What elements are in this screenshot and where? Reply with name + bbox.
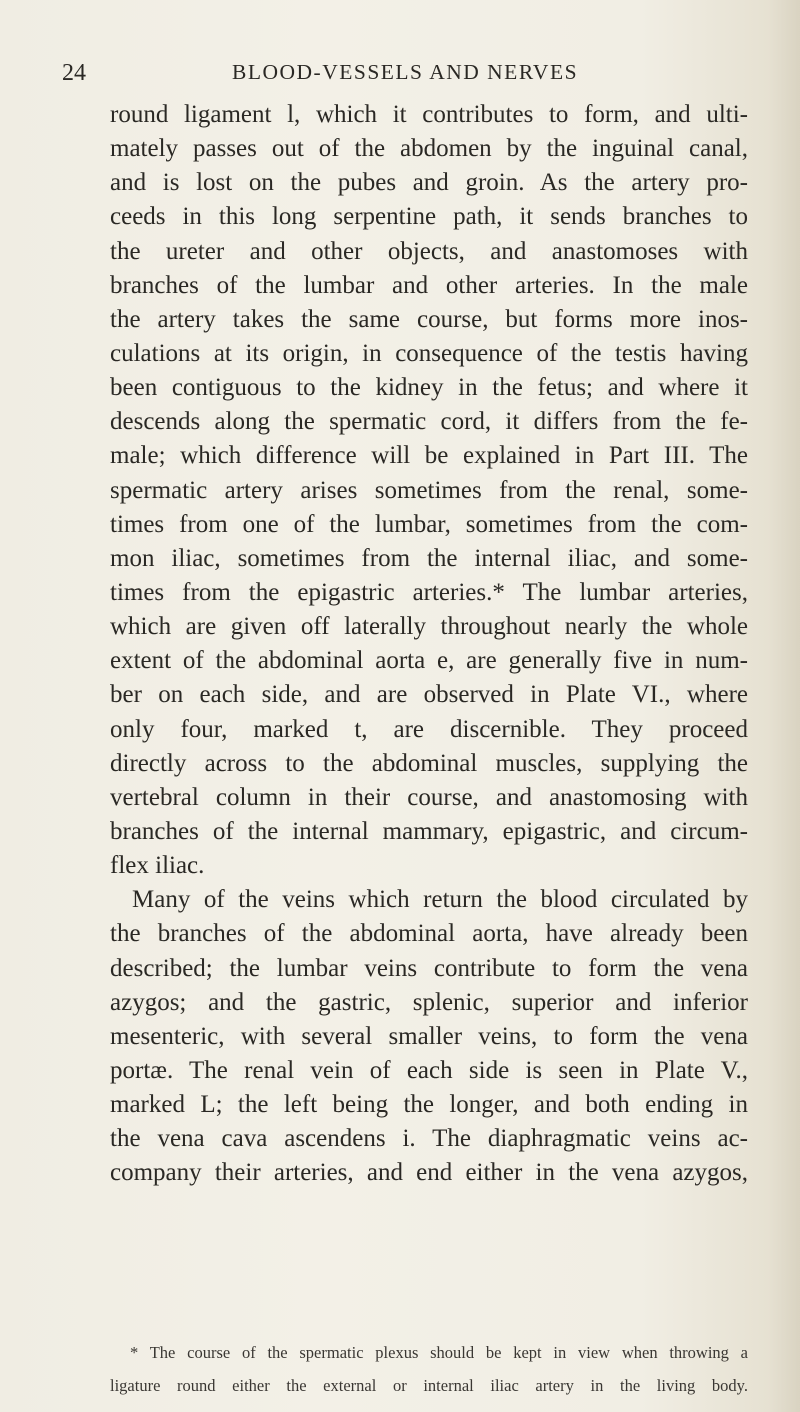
text-line: mon iliac, sometimes from the internal iliac, and some- xyxy=(110,544,748,572)
text-line: the branches of the abdominal aorta, have already been xyxy=(110,920,748,948)
text-line: mately passes out of the abdomen by the inguinal canal, xyxy=(110,135,748,163)
running-title: BLOOD-VESSELS AND NERVES xyxy=(232,60,579,84)
footnote xyxy=(110,1336,748,1402)
page-number: 24 xyxy=(62,60,86,86)
text-line: portæ. The renal vein of each side is seen in Plate V., xyxy=(110,1056,748,1084)
text-line: times from the epigastric arteries.* The lumbar arteries, xyxy=(110,578,748,606)
text-line: the vena cava ascendens i. The diaphragmatic veins ac- xyxy=(110,1125,748,1153)
text-line: mesenteric, with several smaller veins, to form the vena xyxy=(110,1022,748,1050)
text-line: extent of the abdominal aorta e, are generally five in num- xyxy=(110,647,748,675)
text-line: round ligament l, which it contributes to form, and ulti- xyxy=(110,101,748,128)
text-line: flex iliac. xyxy=(110,852,205,880)
footnote-line: * The course of the spermatic plexus should be kept in view when throwing a xyxy=(130,1343,748,1362)
text-line: branches of the lumbar and other arteries. In the male xyxy=(110,271,748,299)
text-line: marked L; the left being the longer, and both ending in xyxy=(110,1091,748,1119)
text-line: culations at its origin, in consequence of the testis having xyxy=(110,339,748,367)
text-line: male; which difference will be explained in Part III. The xyxy=(110,442,748,470)
text-line: described; the lumbar veins contribute to form the vena xyxy=(110,954,748,982)
text-line: times from one of the lumbar, sometimes from the com- xyxy=(110,510,748,538)
text-line: the artery takes the same course, but forms more inos- xyxy=(110,305,748,333)
text-line: branches of the internal mammary, epigastric, and circum- xyxy=(110,817,748,845)
text-line: ceeds in this long serpentine path, it sends branches to xyxy=(110,203,748,231)
text-line: and is lost on the pubes and groin. As the artery pro- xyxy=(110,169,748,197)
footnote-line: ligature round either the external or internal iliac artery in the living body. xyxy=(110,1376,748,1395)
text-line: vertebral column in their course, and anastomosing with xyxy=(110,783,748,811)
paragraph-first-line: Many of the veins which return the blood circulated by xyxy=(132,886,748,914)
text-line: only four, marked t, are discernible. They proceed xyxy=(110,715,748,743)
text-line: spermatic artery arises sometimes from the renal, some- xyxy=(110,476,748,504)
text-line: which are given off laterally throughout nearly the whole xyxy=(110,613,748,641)
body-text xyxy=(110,98,748,1191)
text-line: descends along the spermatic cord, it differs from the fe- xyxy=(110,408,748,436)
text-line: been contiguous to the kidney in the fetus; and where it xyxy=(110,374,748,402)
text-line: the ureter and other objects, and anastomoses with xyxy=(110,237,748,265)
text-line: azygos; and the gastric, splenic, superior and inferior xyxy=(110,988,748,1016)
text-line: company their arteries, and end either in the vena azygos, xyxy=(110,1159,748,1187)
text-line: directly across to the abdominal muscles, supplying the xyxy=(110,749,748,777)
text-line: ber on each side, and are observed in Plate VI., where xyxy=(110,681,748,709)
